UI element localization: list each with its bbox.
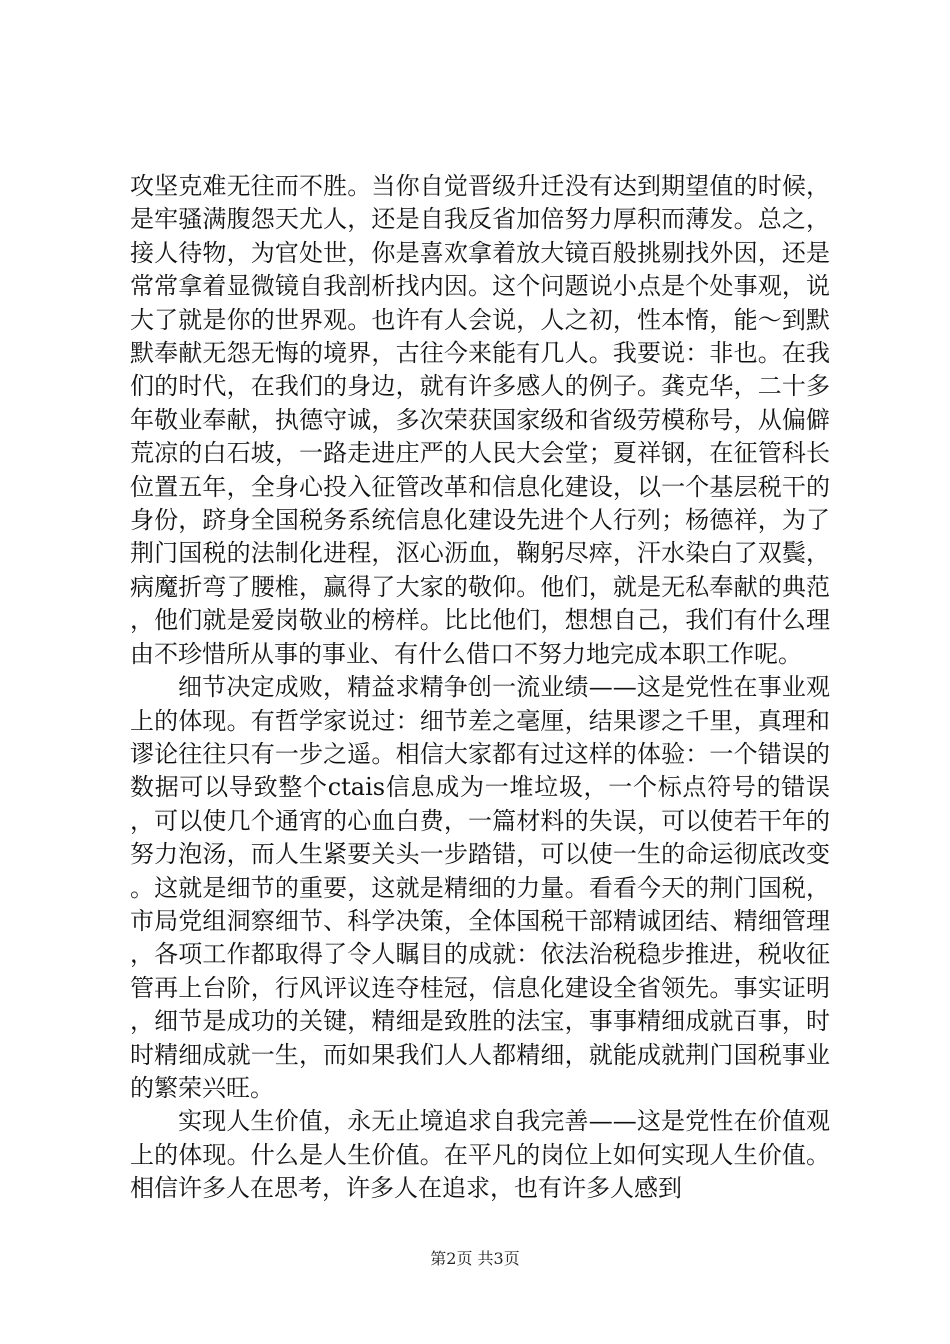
page-number-footer: 第2页 共3页 <box>430 1249 520 1268</box>
paragraph-detail-success: 细节决定成败，精益求精争创一流业绩——这是党性在事业观上的体现。有哲学家说过：细节差之毫厘，结果谬之千里，真理和谬论往往只有一步之遥。相信大家都有过这样的体验：一个错误的数据可以导致整个ctais信息成为一堆垃圾，一个标点符号的错误，可以使几个通宵的心血白费，一篇材料的失误，可以使若干年的努力泡汤，而人生紧要关头一步踏错，可以使一生的命运彻底改变。这就是细节的重要，这就是精细的力量。看看今天的荆门国税，市局党组洞察细节、科学决策，全体国税干部精诚团结、精细管理，各项工作都取得了令人瞩目的成就：依法治税稳步推进，税收征管再上台阶，行风评议连夺桂冠，信息化建设全省领先。事实证明，细节是成功的关键，精细是致胜的法宝，事事精细成就百事，时时精细成就一生，而如果我们人人都精细，就能成就荆门国税事业的繁荣兴旺。 <box>130 673 830 1102</box>
document-body <box>130 170 830 1206</box>
paragraph-life-value: 实现人生价值，永无止境追求自我完善——这是党性在价值观上的体现。什么是人生价值。在平凡的岗位上如何实现人生价值。相信许多人在思考，许多人在追求，也有许多人感到 <box>130 1107 830 1203</box>
paragraph-continuation: 攻坚克难无往而不胜。当你自觉晋级升迁没有达到期望值的时候，是牢骚满腹怨天尤人，还是自我反省加倍努力厚积而薄发。总之，接人待物，为官处世，你是喜欢拿着放大镜百般挑剔找外因，还是常常拿着显微镜自我剖析找内因。这个问题说小点是个处事观，说大了就是你的世界观。也许有人会说，人之初，性本惰，能～到默默奉献无怨无悔的境界，古往今来能有几人。我要说：非也。在我们的时代，在我们的身边，就有许多感人的例子。龚克华，二十多年敬业奉献，执德守诚，多次荣获国家级和省级劳模称号，从偏僻荒凉的白石坡，一路走进庄严的人民大会堂；夏祥钢，在征管科长位置五年，全身心投入征管改革和信息化建设，以一个基层税干的身份，跻身全国税务系统信息化建设先进个人行列；杨德祥，为了荆门国税的法制化进程，沤心沥血，鞠躬尽瘁，汗水染白了双鬓，病魔折弯了腰椎，赢得了大家的敬仰。他们，就是无私奉献的典范，他们就是爱岗敬业的榜样。比比他们，想想自己，我们有什么理由不珍惜所从事的事业、有什么借口不努力地完成本职工作呢。 <box>130 172 830 668</box>
